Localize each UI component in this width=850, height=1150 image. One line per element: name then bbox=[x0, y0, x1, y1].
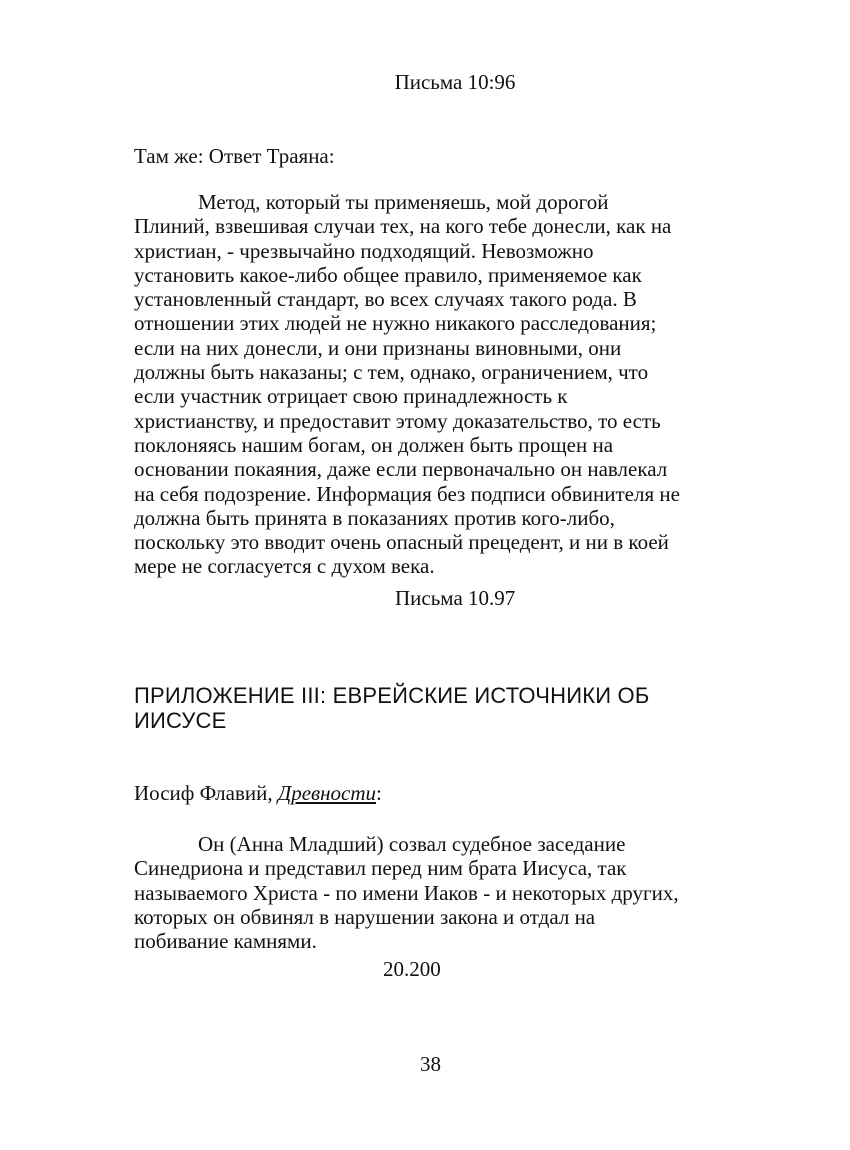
source-author: Иосиф Флавий, bbox=[134, 781, 278, 805]
quote-citation: Письма 10.97 bbox=[395, 586, 516, 610]
source-colon: : bbox=[376, 781, 382, 805]
quote-line: основании покаяния, даже если первоначально он навлекал bbox=[134, 457, 668, 482]
source-attribution bbox=[134, 781, 382, 806]
appendix-heading-line: ИИСУСЕ bbox=[134, 708, 227, 733]
quote-line: христианству, и предоставит этому доказательство, то есть bbox=[134, 408, 661, 433]
quote-line: если на них донесли, и они признаны виновными, они bbox=[134, 335, 622, 360]
quote-line: Он (Анна Младший) созвал судебное заседание bbox=[198, 832, 626, 856]
quote-line: мере не согласуется с духом века. bbox=[134, 554, 435, 579]
source-work-title: Древности bbox=[277, 781, 377, 805]
quote-line: Метод, который ты применяешь, мой дорогой bbox=[198, 190, 609, 214]
section-intro: Там же: Ответ Траяна: bbox=[134, 144, 335, 168]
josephus-citation: 20.200 bbox=[383, 957, 441, 981]
quote-line: если участник отрицает свою принадлежность к bbox=[134, 384, 568, 409]
quote-line: должна быть принята в показаниях против кого-либо, bbox=[134, 505, 615, 530]
header-citation: Письма 10:96 bbox=[394, 70, 516, 94]
quote-line: поклоняясь нашим богам, он должен быть прощен на bbox=[134, 432, 614, 457]
quote-line: установить какое-либо общее правило, применяемое как bbox=[134, 262, 642, 287]
quote-line: побивание камнями. bbox=[134, 929, 317, 954]
quote-line: Синедриона и представил перед ним брата Иисуса, так bbox=[134, 856, 627, 881]
quote-line: христиан, - чрезвычайно подходящий. Невозможно bbox=[134, 238, 594, 263]
quote-line: должны быть наказаны; с тем, однако, ограничением, что bbox=[134, 360, 649, 385]
quote-line: Плиний, взвешивая случаи тех, на кого тебе донесли, как на bbox=[134, 214, 672, 239]
quote-line: отношении этих людей не нужно никакого расследования; bbox=[134, 311, 657, 336]
quote-line: называемого Христа - по имени Иаков - и некоторых других, bbox=[134, 880, 679, 905]
page-number: 38 bbox=[420, 1052, 441, 1076]
trajan-reply-quote bbox=[134, 190, 734, 579]
quote-line: поскольку это вводит очень опасный прецедент, и ни в коей bbox=[134, 530, 669, 555]
quote-line: которых он обвинял в нарушении закона и отдал на bbox=[134, 904, 596, 929]
appendix-heading-line: ПРИЛОЖЕНИЕ III: ЕВРЕЙСКИЕ ИСТОЧНИКИ ОБ bbox=[134, 683, 650, 708]
josephus-quote bbox=[134, 832, 754, 953]
quote-line: установленный стандарт, во всех случаях такого рода. В bbox=[134, 287, 637, 312]
appendix-heading bbox=[134, 683, 650, 733]
quote-line: на себя подозрение. Информация без подписи обвинителя не bbox=[134, 481, 680, 506]
